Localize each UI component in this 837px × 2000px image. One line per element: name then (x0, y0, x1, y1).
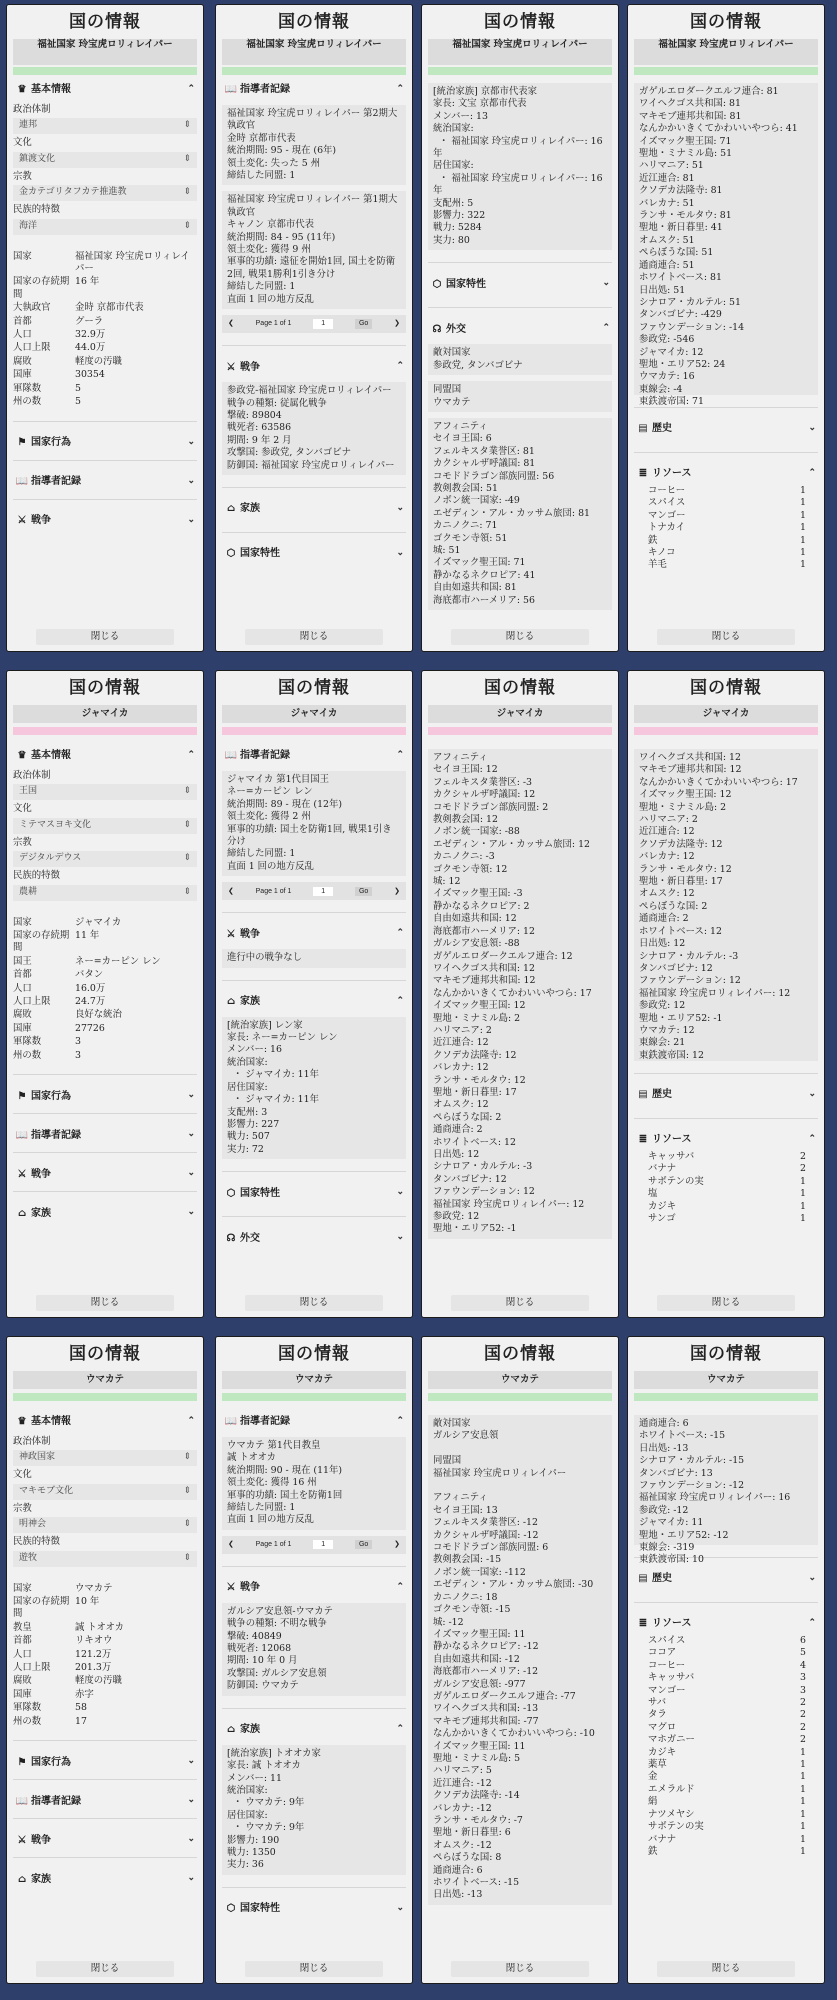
book-icon: 📖 (15, 1129, 29, 1141)
chevron-down-icon[interactable]: ⌄ (187, 1756, 195, 1767)
resource-row: 薬草 1 (648, 1759, 806, 1771)
select-arrows-icon: ⇕ (183, 220, 191, 231)
label-polity: 政治体制 (13, 770, 51, 781)
history-icon: ▤ (638, 1573, 648, 1585)
info-row: 州の数 5 (13, 396, 81, 408)
chevron-down-icon[interactable]: ⌄ (808, 1573, 816, 1584)
country-name: ウマカテ (13, 1371, 197, 1389)
crown-icon: ♛ (17, 84, 27, 96)
pagination: ❮ Page 1 of 1 1 Go ❯ (222, 1536, 406, 1554)
section-history[interactable]: ▤ 歴史 ⌄ (634, 1084, 818, 1106)
book-icon: 📖 (15, 1795, 29, 1807)
page-input[interactable]: 1 (313, 887, 333, 896)
country-color-bar (634, 67, 818, 75)
label-religion: 宗教 (13, 836, 32, 848)
select-religion[interactable]: デジタルデウス ⇕ (13, 851, 197, 867)
chevron-up-icon[interactable]: ⌃ (187, 84, 195, 95)
diplomacy-list: 敵対国家 ガルシア安息領 同盟国 福祉国家 玲宝虎ロリィレイパー アフィニティ セイヨ王国: 13 フェルキスタ業誉区: -12 カクシャルザ呼議国: -12 コモドドラゴン部族同盟: 6 教剣教会国: -15 ノボン統一国家: -112 エゼディン・アル・カッサム旅団: -30 カニノクニ: 18 ゴクモン寺領: -15 城: -12 イズマック聖王国: 11 静かなるネクロピア: -12 自由如遠共和国: -12 海底都市ハーメリア: -12 ガルシア安息領: -977 ガゲルエロダークエルフ連合: -77 ワイヘクゴス共和国: -13 マキモブ連邦共和国: -77 なんかかいきくてかわいいやつら: -10 イズマック聖王国: 11 聖地・ミナミル島: 5 ハリマニア: 5 近江連合: -12 クソデカ法隆寺: -14 バレカナ: -12 ランサ・モルタウ: -7 聖地・新日暮里: 6 オムスク: -12 ぺらぼうな国: 8 通商連合: 6 ホワイトベース: -15 日出処: -13 (428, 1415, 612, 1905)
select-arrows-icon: ⇕ (183, 853, 191, 864)
chevron-down-icon[interactable]: ⌄ (808, 1089, 816, 1100)
resource-row: ナツメヤシ 1 (648, 1808, 806, 1820)
resource-row: マンゴー 1 (648, 509, 806, 521)
info-panel (6, 4, 204, 652)
info-panel (627, 670, 825, 1318)
info-row: 首都 バタン (13, 969, 104, 981)
info-row: 国家 ウマカテ (13, 1582, 113, 1594)
section-war[interactable]: ⚔ 戦争 ⌃ (222, 356, 406, 378)
select-arrows-icon: ⇕ (183, 1552, 191, 1563)
chevron-down-icon[interactable]: ⌄ (187, 514, 195, 525)
info-panel (215, 1336, 413, 1984)
label-polity: 政治体制 (13, 104, 51, 115)
info-row: 国庫 赤字 (13, 1688, 94, 1700)
info-row: 国王 ネー=カーピン レン (13, 955, 161, 967)
affinity-list: ガゲルエロダークエルフ連合: 81 ワイヘクゴス共和国: 81 マキモブ連邦共和国: 81 なんかかいきくてかわいいやつら: 41 イズマック聖王国: 71 聖地・ミナミル島: 51 ハリマニア: 51 近江連合: 81 クソデカ法隆寺: 81 バレカナ: 51 ランサ・モルタウ: 81 聖地・新日暮里: 41 オムスク: 51 ぺらぼうな国: 51 通商連合: 51 ホワイトベース: 81 日出処: 51 シナロア・カルテル: 51 タンバゴビナ: -429 ファウンデーション: -14 参政党: -546 ジャマイカ: 12 聖地・エリア52: 24 ウマカテ: 16 東線会: -4 東鉄渡帝国: 71 (634, 83, 818, 395)
close-button[interactable]: 閉じる (245, 1295, 383, 1311)
section-family[interactable]: ⌂ 家族 ⌄ (13, 1868, 197, 1890)
chevron-up-icon[interactable]: ⌃ (396, 995, 404, 1006)
select-polity[interactable]: 王国 ⇕ (13, 784, 197, 800)
chevron-down-icon[interactable]: ⌄ (187, 1090, 195, 1101)
country-color-bar (222, 727, 406, 735)
pagination: ❮ Page 1 of 1 1 Go ❯ (222, 882, 406, 900)
country-color-bar (13, 727, 197, 735)
info-row: 軍隊数 3 (13, 1036, 81, 1048)
chevron-down-icon[interactable]: ⌄ (187, 1795, 195, 1806)
info-panel (6, 670, 204, 1318)
resource-row: マグロ 2 (648, 1721, 806, 1733)
crown-icon: ♛ (17, 1416, 27, 1428)
select-arrows-icon: ⇕ (183, 1485, 191, 1496)
country-name: ウマカテ (634, 1371, 818, 1389)
resource-row: マホガニー 2 (648, 1734, 806, 1746)
section-diplomacy[interactable]: ☊ 外交 ⌃ (428, 318, 612, 340)
section-family[interactable]: ⌂ 家族 ⌄ (13, 1202, 197, 1224)
section-resources[interactable]: ≣ リソース ⌃ (634, 1129, 818, 1151)
diplomacy-icon: ☊ (432, 323, 442, 335)
select-ethnic[interactable]: 農耕 ⇕ (13, 885, 197, 901)
label-religion: 宗教 (13, 1502, 32, 1514)
resource-row: キノコ 1 (648, 547, 806, 559)
info-row: 軍隊数 5 (13, 382, 81, 394)
swords-icon: ⚔ (17, 514, 27, 526)
panel-title: 国の情報 (69, 1344, 141, 1364)
resource-row: 羊毛 1 (648, 559, 806, 571)
chevron-up-icon[interactable]: ⌃ (396, 750, 404, 761)
family-icon: ⌂ (226, 503, 236, 515)
resource-row: バナナ 1 (648, 1833, 806, 1845)
section-war[interactable]: ⚔ 戦争 ⌃ (222, 923, 406, 945)
country-color-bar (222, 67, 406, 75)
info-row: 人口上限 24.7万 (13, 996, 106, 1008)
war-record: 進行中の戦争なし (222, 949, 406, 967)
go-button[interactable]: Go (355, 319, 372, 328)
family-icon: ⌂ (17, 1873, 27, 1885)
section-family[interactable]: ⌂ 家族 ⌃ (222, 991, 406, 1013)
info-row: 州の数 17 (13, 1715, 87, 1727)
panel-title: 国の情報 (690, 12, 762, 32)
info-row: 国家の存続期間 11 年 (13, 930, 100, 954)
go-button[interactable]: Go (355, 1540, 372, 1549)
section-leaders[interactable]: 📖 指導者記録 ⌄ (15, 1129, 195, 1141)
prev-page-icon[interactable]: ❮ (228, 887, 234, 895)
resource-row: 絹 1 (648, 1796, 806, 1808)
close-button[interactable]: 閉じる (657, 1295, 795, 1311)
resource-row: 金 1 (648, 1771, 806, 1783)
chevron-up-icon[interactable]: ⌃ (396, 1723, 404, 1734)
country-name: 福祉国家 玲宝虎ロリィレイパー (634, 39, 818, 65)
select-arrows-icon: ⇕ (183, 786, 191, 797)
resource-row: コーヒー 4 (648, 1659, 806, 1671)
info-panel (627, 1336, 825, 1984)
info-row: 人口上限 44.0万 (13, 342, 106, 354)
resource-row: 塩 1 (648, 1188, 806, 1200)
family-icon: ⌂ (226, 1724, 236, 1736)
info-panel (627, 4, 825, 652)
flag-icon: ⚑ (17, 1090, 27, 1102)
country-name: 福祉国家 玲宝虎ロリィレイパー (13, 39, 197, 65)
section-resources[interactable]: ≣ リソース ⌃ (634, 1613, 818, 1635)
shield-icon: ⬡ (226, 1187, 236, 1199)
leader-record: 福祉国家 玲宝虎ロリィレイパー 第1期大執政官 キャノン 京都市代表 統治期間: 84 - 95 (11年) 領土変化: 獲得 9 州 軍事的功績: 遠征を開始1回, 国土を防衛2回, 戦果1勝利1引き分け 締結した同盟: 1 直面 1 回の地方反乱 (222, 191, 406, 309)
panel-title: 国の情報 (69, 12, 141, 32)
swords-icon: ⚔ (17, 1168, 27, 1180)
book-icon: 📖 (224, 750, 238, 762)
affinity-list: アフィニティ セイヨ王国: 6 フェルキスタ業誉区: 81 カクシャルザ呼議国: 81 コモドドラゴン部族同盟: 56 教剣教会国: 51 ノボン統一国家: -49 エゼディン・アル・カッサム旅団: 81 カニノクニ: 71 ゴクモン寺領: 51 城: 51 イズマック聖王国: 71 静かなるネクロピア: 41 自由如遠共和国: 81 海底都市ハーメリア: 56 (428, 418, 612, 610)
book-icon: 📖 (224, 84, 238, 96)
section-basic[interactable]: ♛ 基本情報 ⌃ (13, 745, 197, 767)
info-row: 国庫 27726 (13, 1022, 105, 1034)
info-row: 国家の存続期間 16 年 (13, 276, 100, 300)
info-row: 州の数 3 (13, 1049, 81, 1061)
book-icon: 📖 (15, 475, 29, 487)
chevron-down-icon[interactable]: ⌄ (396, 548, 404, 558)
panel-title: 国の情報 (278, 678, 350, 698)
database-icon: ≣ (638, 1618, 648, 1630)
panel-title: 国の情報 (484, 1344, 556, 1364)
close-button[interactable]: 閉じる (36, 629, 174, 645)
shield-icon: ⬡ (226, 548, 236, 560)
info-row: 人口 16.0万 (13, 982, 106, 994)
affinity-list: ワイヘクゴス共和国: 12 マキモブ連邦共和国: 12 なんかかいきくてかわいいやつら: 17 イズマック聖王国: 12 聖地・ミナミル島: 2 ハリマニア: 2 近江連合: 12 クソデカ法隆寺: 12 バレカナ: 12 ランサ・モルタウ: 12 聖地・新日暮里: 17 オムスク: 12 ぺらぼうな国: 2 通商連合: 2 ホワイトベース: 12 日出処: 12 シナロア・カルテル: -3 タンバゴビナ: 12 ファウンデーション: 12 福祉国家 玲宝虎ロリィレイパー: 12 参政党: 12 聖地・エリア52: -1 ウマカテ: 12 東線会: 21 東鉄渡帝国: 12 (634, 749, 818, 1061)
history-icon: ▤ (638, 423, 648, 435)
label-ethnic: 民族的特徴 (13, 1536, 60, 1548)
section-leaders[interactable]: 📖 指導者記録 ⌃ (224, 84, 404, 96)
select-religion[interactable]: 明神会 ⇕ (13, 1517, 197, 1533)
panel-title: 国の情報 (690, 1344, 762, 1364)
prev-page-icon[interactable]: ❮ (228, 1541, 234, 1549)
select-culture[interactable]: ミテマスヨキ文化 ⇕ (13, 818, 197, 834)
label-culture: 文化 (13, 137, 32, 149)
resource-row: 鉄 1 (648, 1845, 806, 1857)
select-polity[interactable]: 神政国家 ⇕ (13, 1450, 197, 1466)
select-polity[interactable]: 連邦 ⇕ (13, 118, 197, 134)
info-row: 腐敗 良好な統治 (13, 1009, 122, 1021)
section-actions[interactable]: ⚑ 国家行為 ⌄ (13, 1085, 197, 1107)
chevron-down-icon[interactable]: ⌄ (808, 423, 816, 434)
chevron-down-icon[interactable]: ⌄ (396, 1187, 404, 1198)
swords-icon: ⚔ (226, 928, 236, 940)
country-name: ジャマイカ (634, 705, 818, 723)
close-button[interactable]: 閉じる (657, 629, 795, 645)
info-row: 国家の存続期間 10 年 (13, 1596, 100, 1620)
leader-record: ウマカテ 第1代目教皇 誠 トオオカ 統治期間: 90 - 現在 (11年) 領土変化: 獲得 16 州 軍事的功績: 国土を防衛1回 締結した同盟: 1 直面 1 回の地方反乱 (222, 1437, 406, 1530)
diplomacy-icon: ☊ (226, 1232, 236, 1244)
resource-row: 鉄 1 (648, 534, 806, 546)
country-color-bar (428, 1393, 612, 1401)
resource-row: スパイス 1 (648, 497, 806, 509)
label-ethnic: 民族的特徴 (13, 870, 60, 882)
country-name: ウマカテ (428, 1371, 612, 1389)
book-icon: 📖 (224, 1416, 238, 1428)
info-row: 腐敗 軽度の汚職 (13, 355, 122, 367)
info-row: 大執政官 金時 京都市代表 (13, 302, 144, 314)
history-icon: ▤ (638, 1089, 648, 1101)
resource-row: バナナ 2 (648, 1163, 806, 1175)
resource-row: マンゴー 3 (648, 1684, 806, 1696)
close-button[interactable]: 閉じる (245, 629, 383, 645)
close-button[interactable]: 閉じる (36, 1295, 174, 1311)
section-leaders[interactable]: 📖 指導者記録 ⌃ (224, 1416, 404, 1428)
select-ethnic[interactable]: 海洋 ⇕ (13, 219, 197, 235)
info-row: 国家 ジャマイカ (13, 916, 122, 928)
chevron-up-icon[interactable]: ⌃ (396, 84, 404, 95)
panel-title: 国の情報 (278, 12, 350, 32)
resource-row: サバ 2 (648, 1697, 806, 1709)
swords-icon: ⚔ (226, 1582, 236, 1594)
section-traits[interactable]: ⬡ 国家特性 ⌄ (428, 273, 612, 295)
next-page-icon[interactable]: ❯ (394, 1541, 400, 1549)
section-leaders[interactable]: 📖 指導者記録 ⌄ (15, 475, 195, 487)
chevron-down-icon[interactable]: ⌄ (396, 1232, 404, 1243)
section-basic[interactable]: ♛ 基本情報 ⌃ (13, 79, 197, 101)
info-row: 国庫 30354 (13, 369, 105, 381)
resource-row: エメラルド 1 (648, 1783, 806, 1795)
diplomacy-list: アフィニティ セイヨ王国: 12 フェルキスタ業誉区: -3 カクシャルザ呼議国: 12 コモドドラゴン部族同盟: 2 教剣教会国: 12 ノボン統一国家: -88 エゼディン・アル・カッサム旅団: 12 カニノクニ: -3 ゴクモン寺領: 12 城: 12 イズマック聖王国: -3 静かなるネクロピア: 2 自由如遠共和国: 12 海底都市ハーメリア: 12 ガルシア安息領: -88 ガゲルエロダークエルフ連合: 12 ワイヘクゴス共和国: 12 マキモブ連邦共和国: 12 なんかかいきくてかわいいやつら: 17 イズマック聖王国: 12 聖地・ミナミル島: 2 ハリマニア: 2 近江連合: 12 クソデカ法隆寺: 12 バレカナ: 12 ランサ・モルタウ: 12 聖地・新日暮里: 17 オムスク: 12 ぺらぼうな国: 2 通商連合: 2 ホワイトベース: 12 日出処: 12 シナロア・カルテル: -3 タンバゴビナ: 12 ファウンデーション: 12 福祉国家 玲宝虎ロリィレイパー: 12 参政党: 12 聖地・エリア52: -1 (428, 749, 612, 1239)
family-record: [統治家族] トオオカ家 家長: 誠 トオオカ メンバー: 11 統治国家: ・ ウマカテ: 9年 居住国家: ・ ウマカテ: 9年 影響力: 190 戦力: 1350 実力: 36 (222, 1745, 406, 1875)
select-arrows-icon: ⇕ (183, 1519, 191, 1530)
family-icon: ⌂ (226, 996, 236, 1008)
select-arrows-icon: ⇕ (183, 153, 191, 164)
section-leaders[interactable]: 📖 指導者記録 ⌄ (15, 1795, 195, 1807)
select-religion[interactable]: 金カテゴリタフカテ推進教 ⇕ (13, 185, 197, 201)
chevron-up-icon[interactable]: ⌃ (808, 468, 816, 479)
country-name: ジャマイカ (13, 705, 197, 723)
shield-icon: ⬡ (432, 278, 442, 290)
section-diplomacy[interactable]: ☊ 外交 ⌄ (222, 1227, 406, 1249)
country-color-bar (634, 727, 818, 735)
select-arrows-icon: ⇕ (183, 1452, 191, 1463)
chevron-down-icon[interactable]: ⌄ (187, 1873, 195, 1884)
section-war[interactable]: ⚔ 戦争 ⌄ (13, 1163, 197, 1185)
chevron-down-icon[interactable]: ⌄ (602, 278, 610, 289)
info-row: 教皇 誠 トオオカ (13, 1621, 125, 1633)
select-arrows-icon: ⇕ (183, 120, 191, 131)
resource-row: カジキ 1 (648, 1746, 806, 1758)
page-input[interactable]: 1 (313, 1540, 333, 1549)
country-color-bar (428, 727, 612, 735)
section-traits[interactable]: ⬡ 国家特性 ⌄ (222, 543, 406, 565)
panel-title: 国の情報 (69, 678, 141, 698)
section-history[interactable]: ▤ 歴史 ⌄ (634, 418, 818, 440)
chevron-down-icon[interactable]: ⌄ (396, 1902, 404, 1913)
info-row: 人口 32.9万 (13, 329, 106, 341)
chevron-down-icon[interactable]: ⌄ (187, 1129, 195, 1140)
resource-row: トナカイ 1 (648, 522, 806, 534)
resource-row: サボテンの実 1 (648, 1175, 806, 1187)
chevron-down-icon[interactable]: ⌄ (187, 1834, 195, 1845)
family-record: [統治家族] レン家 家長: ネー=カーピン レン メンバー: 16 統治国家: ・ ジャマイカ: 11年 居住国家: ・ ジャマイカ: 11年 支配州: 3 影響力: 227 戦力: 507 実力: 72 (222, 1017, 406, 1159)
resource-row: スパイス 6 (648, 1635, 806, 1646)
family-record: [統治家族] 京都市代表家 家長: 文宝 京都市代表 メンバー: 13 統治国家: ・ 福祉国家 玲宝虎ロリィレイパー: 16年 居住国家: ・ 福祉国家 玲宝虎ロリィレイパー: 16年 支配州: 5 影響力: 322 戦力: 5284 実力: 80 (428, 83, 612, 250)
country-color-bar (222, 1393, 406, 1401)
resource-row: キャッサバ 3 (648, 1672, 806, 1684)
section-war[interactable]: ⚔ 戦争 ⌃ (222, 1577, 406, 1599)
war-record: 参政党-福祉国家 玲宝虎ロリィレイパー 戦争の種類: 従属化戦争 撃破: 89804 戦死者: 63586 期間: 9 年 2 月 攻撃国: 参政党, タンバゴビナ 防御国: 福祉国家 玲宝虎ロリィレイパー (222, 382, 406, 475)
label-ethnic: 民族的特徴 (13, 204, 60, 216)
chevron-up-icon[interactable]: ⌃ (396, 928, 404, 939)
war-record: ガルシア安息領-ウマカテ 戦争の種類: 不明な戦争 撃破: 40849 戦死者: 12068 期間: 10 年 0 月 攻撃国: ガルシア安息領 防御国: ウマカテ (222, 1603, 406, 1696)
resource-row: コーヒー 1 (648, 485, 806, 496)
panel-title: 国の情報 (484, 678, 556, 698)
label-culture: 文化 (13, 803, 32, 815)
next-page-icon[interactable]: ❯ (394, 320, 400, 328)
section-family[interactable]: ⌂ 家族 ⌃ (222, 1719, 406, 1741)
section-traits[interactable]: ⬡ 国家特性 ⌄ (222, 1182, 406, 1204)
country-color-bar (13, 1393, 197, 1401)
close-button[interactable]: 閉じる (451, 1295, 589, 1311)
chevron-up-icon[interactable]: ⌃ (396, 361, 404, 372)
select-arrows-icon: ⇕ (183, 886, 191, 897)
section-war[interactable]: ⚔ 戦争 ⌄ (13, 1829, 197, 1851)
prev-page-icon[interactable]: ❮ (228, 320, 234, 328)
chevron-up-icon[interactable]: ⌃ (187, 750, 195, 761)
select-arrows-icon: ⇕ (183, 819, 191, 830)
close-button[interactable]: 閉じる (245, 1961, 383, 1977)
allied-states: 同盟国 ウマカテ (428, 381, 612, 412)
section-traits[interactable]: ⬡ 国家特性 ⌄ (222, 1898, 406, 1920)
chevron-down-icon[interactable]: ⌄ (187, 475, 195, 486)
database-icon: ≣ (638, 1134, 648, 1146)
panel-title: 国の情報 (278, 1344, 350, 1364)
close-button[interactable]: 閉じる (36, 1961, 174, 1977)
country-color-bar (13, 67, 197, 75)
section-actions[interactable]: ⚑ 国家行為 ⌄ (13, 1751, 197, 1773)
flag-icon: ⚑ (17, 436, 27, 448)
next-page-icon[interactable]: ❯ (394, 887, 400, 895)
leader-record: 福祉国家 玲宝虎ロリィレイパー 第2期大執政官 金時 京都市代表 統治期間: 95 - 現在 (6年) 領土変化: 失った 5 州 締結した同盟: 1 (222, 105, 406, 185)
info-row: 首都 リキオウ (13, 1635, 113, 1647)
info-panel (421, 4, 619, 652)
info-panel (215, 670, 413, 1318)
select-culture[interactable]: 鎮渡文化 ⇕ (13, 152, 197, 168)
section-resources[interactable]: ≣ リソース ⌃ (634, 463, 818, 485)
info-row: 軍隊数 58 (13, 1702, 87, 1714)
label-culture: 文化 (13, 1469, 32, 1481)
panel-title: 国の情報 (484, 12, 556, 32)
chevron-up-icon[interactable]: ⌃ (396, 1416, 404, 1427)
close-button[interactable]: 閉じる (451, 629, 589, 645)
page-input[interactable]: 1 (313, 319, 333, 328)
resource-row: キャッサバ 2 (648, 1151, 806, 1162)
country-name: 福祉国家 玲宝虎ロリィレイパー (428, 39, 612, 65)
label-polity: 政治体制 (13, 1436, 51, 1447)
go-button[interactable]: Go (355, 887, 372, 896)
leader-record: ジャマイカ 第1代目国王 ネー=カーピン レン 統治期間: 89 - 現在 (12年) 領土変化: 獲得 2 州 軍事的功績: 国土を防衛1回, 戦果1引き分け 締結した同盟: 1 直面 1 回の地方反乱 (222, 771, 406, 876)
section-family[interactable]: ⌂ 家族 ⌄ (222, 498, 406, 520)
info-panel (6, 1336, 204, 1984)
label-religion: 宗教 (13, 170, 32, 182)
crown-icon: ♛ (17, 750, 27, 762)
section-history[interactable]: ▤ 歴史 ⌄ (634, 1568, 818, 1590)
family-icon: ⌂ (17, 1207, 27, 1219)
chevron-up-icon[interactable]: ⌃ (808, 1618, 816, 1629)
close-button[interactable]: 閉じる (451, 1961, 589, 1977)
country-name: 福祉国家 玲宝虎ロリィレイパー (222, 39, 406, 65)
chevron-down-icon[interactable]: ⌄ (396, 503, 404, 513)
country-name: ウマカテ (222, 1371, 406, 1389)
pagination: ❮ Page 1 of 1 1 Go ❯ (222, 315, 406, 333)
section-basic[interactable]: ♛ 基本情報 ⌃ (13, 1411, 197, 1433)
chevron-up-icon[interactable]: ⌃ (808, 1134, 816, 1145)
chevron-up-icon[interactable]: ⌃ (396, 1581, 404, 1592)
section-war[interactable]: ⚔ 戦争 ⌄ (13, 510, 197, 532)
country-color-bar (634, 1393, 818, 1401)
info-row: 国家 福祉国家 玲宝虎ロリィレイパー (13, 250, 190, 275)
resource-row: タラ 2 (648, 1709, 806, 1721)
info-row: 人口 121.2万 (13, 1648, 112, 1660)
info-row: 腐敗 軽度の汚職 (13, 1675, 122, 1687)
info-row: 人口上限 201.3万 (13, 1662, 112, 1674)
country-name: ジャマイカ (428, 705, 612, 723)
chevron-up-icon[interactable]: ⌃ (187, 1416, 195, 1427)
chevron-up-icon[interactable]: ⌃ (602, 323, 610, 334)
info-panel (421, 1336, 619, 1984)
chevron-down-icon[interactable]: ⌄ (187, 436, 195, 447)
resource-row: サンゴ 1 (648, 1213, 806, 1225)
shield-icon: ⬡ (226, 1903, 236, 1915)
info-row: 首都 グーラ (13, 315, 104, 327)
affinity-list: 通商連合: 6 ホワイトベース: -15 日出処: -13 シナロア・カルテル: -15 タンバゴビナ: 13 ファウンデーション: -12 福祉国家 玲宝虎ロリィレイパー: 16 参政党: -12 ジャマイカ: 11 聖地・エリア52: -12 東線会: -319 東鉄渡帝国: 10 (634, 1415, 818, 1545)
swords-icon: ⚔ (17, 1834, 27, 1846)
select-arrows-icon: ⇕ (183, 187, 191, 198)
section-actions[interactable]: ⚑ 国家行為 ⌄ (13, 432, 197, 454)
chevron-down-icon[interactable]: ⌄ (187, 1207, 195, 1218)
resource-row: サボテンの実 1 (648, 1821, 806, 1833)
country-name: ジャマイカ (222, 705, 406, 723)
swords-icon: ⚔ (226, 361, 236, 373)
resource-row: ココア 5 (648, 1647, 806, 1659)
country-color-bar (428, 67, 612, 75)
database-icon: ≣ (638, 468, 648, 480)
enemy-states: 敵対国家 参政党, タンバゴビナ (428, 344, 612, 375)
select-ethnic[interactable]: 遊牧 ⇕ (13, 1551, 197, 1567)
flag-icon: ⚑ (17, 1756, 27, 1768)
chevron-down-icon[interactable]: ⌄ (187, 1168, 195, 1179)
resource-row: カジキ 1 (648, 1200, 806, 1212)
info-panel (215, 4, 413, 652)
section-leaders[interactable]: 📖 指導者記録 ⌃ (224, 750, 404, 762)
close-button[interactable]: 閉じる (657, 1961, 795, 1977)
select-culture[interactable]: マキモブ文化 ⇕ (13, 1484, 197, 1500)
info-panel (421, 670, 619, 1318)
panel-title: 国の情報 (690, 678, 762, 698)
